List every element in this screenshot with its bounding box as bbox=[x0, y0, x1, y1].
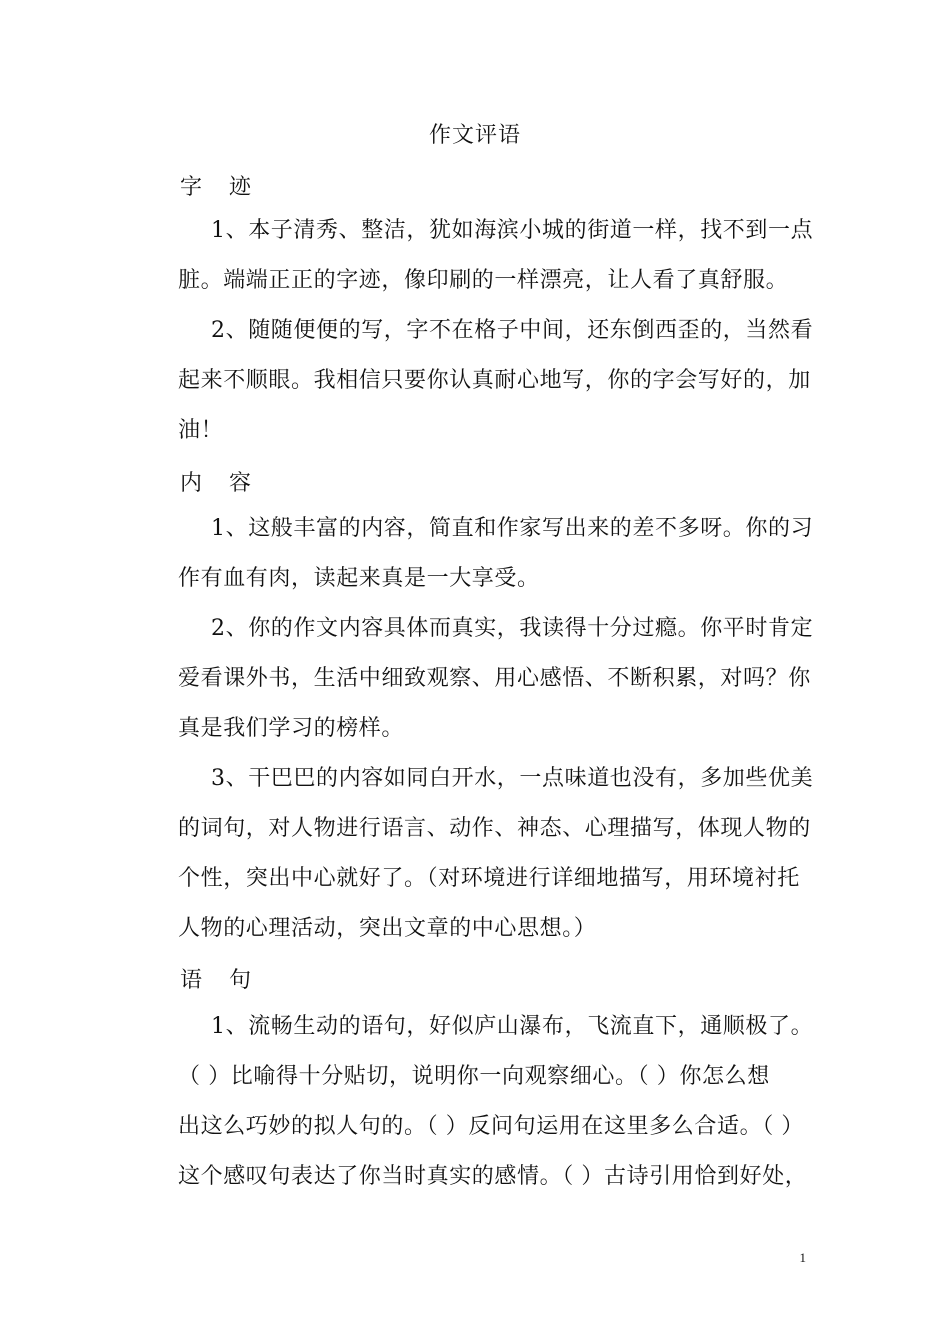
section-heading-sentences: 语 句 bbox=[180, 968, 261, 993]
paragraph-line: 1、流畅生动的语句，好似庐山瀑布，飞流直下，通顺极了。 bbox=[211, 1014, 814, 1039]
page-number: 1 bbox=[799, 1250, 806, 1265]
paragraph-line: 真是我们学习的榜样。 bbox=[178, 716, 405, 741]
paragraph-line: 这个感叹句表达了你当时真实的感情。（ ）古诗引用恰到好处， bbox=[178, 1164, 808, 1189]
paragraph-line: 个性，突出中心就好了。（对环境进行详细地描写，用环境衬托 bbox=[178, 866, 800, 891]
paragraph-line: 人物的心理活动，突出文章的中心思想。） bbox=[178, 916, 597, 941]
document-title: 作文评语 bbox=[428, 123, 521, 148]
paragraph-line: 爱看课外书，生活中细致观察、用心感悟、不断积累，对吗？你 bbox=[178, 666, 811, 691]
paragraph-line: 1、本子清秀、整洁，犹如海滨小城的街道一样，找不到一点 bbox=[211, 218, 814, 243]
paragraph bbox=[145, 604, 813, 754]
paragraph-line: 油！ bbox=[178, 418, 224, 443]
paragraph bbox=[145, 1002, 813, 1202]
paragraph-line: 起来不顺眼。我相信只要你认真耐心地写，你的字会写好的，加 bbox=[178, 368, 811, 393]
paragraph bbox=[145, 754, 813, 954]
paragraph-line: 3、干巴巴的内容如同白开水，一点味道也没有，多加些优美 bbox=[211, 766, 814, 791]
paragraph-line: 出这么巧妙的拟人句的。（ ）反问句运用在这里多么合适。（ ） bbox=[178, 1114, 804, 1139]
paragraph-line: 的词句，对人物进行语言、动作、神态、心理描写，体现人物的 bbox=[178, 816, 811, 841]
paragraph-line: 脏。端端正正的字迹，像印刷的一样漂亮，让人看了真舒服。 bbox=[178, 268, 789, 293]
section-heading-content: 内 容 bbox=[180, 471, 261, 496]
paragraph bbox=[145, 206, 813, 306]
paragraph bbox=[145, 306, 813, 456]
paragraph bbox=[145, 504, 813, 604]
paragraph-line: （ ）比喻得十分贴切，说明你一向观察细心。（ ）你怎么想 bbox=[178, 1064, 770, 1089]
paragraph-line: 2、随随便便的写，字不在格子中间，还东倒西歪的，当然看 bbox=[211, 318, 814, 343]
paragraph-line: 2、你的作文内容具体而真实，我读得十分过瘾。你平时肯定 bbox=[211, 616, 814, 641]
section-heading-handwriting: 字 迹 bbox=[180, 175, 261, 200]
paragraph-line: 1、这般丰富的内容，简直和作家写出来的差不多呀。你的习 bbox=[211, 516, 814, 541]
paragraph-line: 作有血有肉，读起来真是一大享受。 bbox=[178, 566, 540, 591]
